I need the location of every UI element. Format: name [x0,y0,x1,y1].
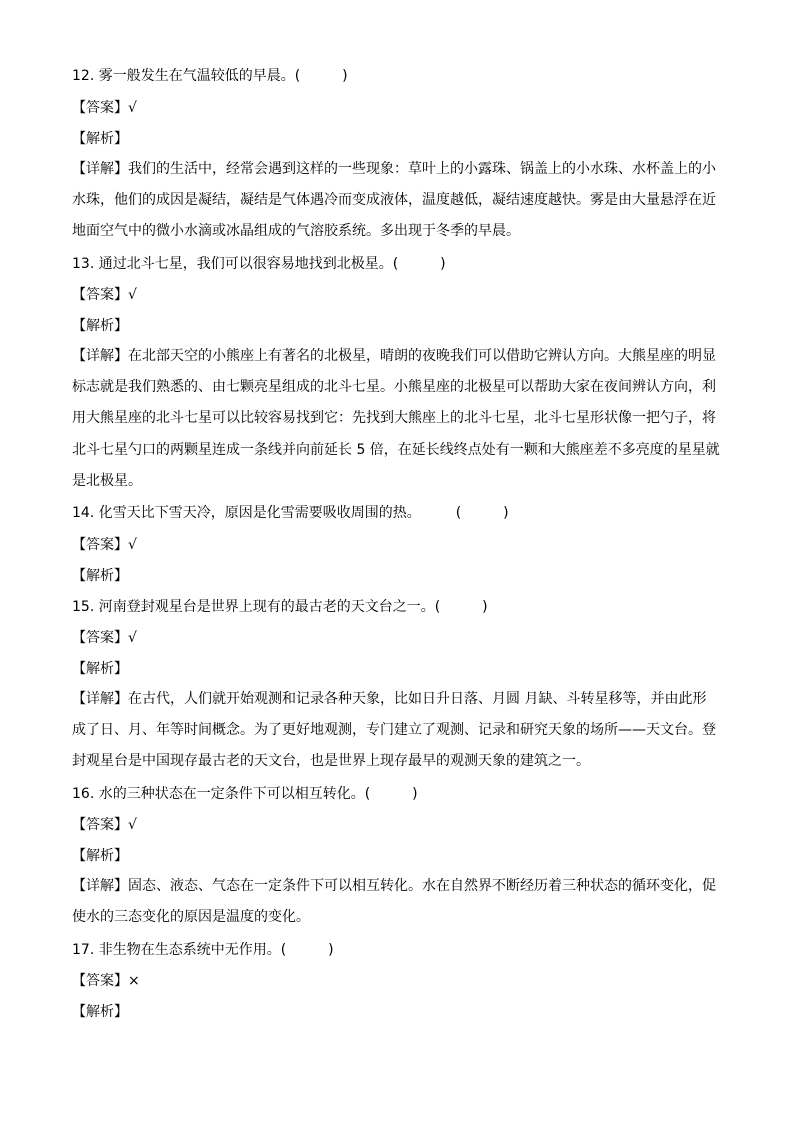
detail-line: 我们的生活中，经常会遇到这样的一些现象：草叶上的小露珠、锅盖上的小水珠、水杯盖上的小 [128,161,716,177]
question-17: 17. 非生物在生态系统中无作用。( ) [72,942,334,958]
detail-15 [72,684,724,778]
answer-16 [72,815,137,835]
detail-16 [72,871,724,933]
detail-label: 【详解】 [72,691,128,707]
question-16: 16. 水的三种状态在一定条件下可以相互转化。( ) [72,786,418,802]
answer-label: 【答案】 [72,287,128,303]
analysis-label-15: 【解析】 [72,661,128,677]
answer-15 [72,628,137,648]
question-12: 12. 雾一般发生在气温较低的早晨。( ) [72,68,348,84]
detail-line: 封观星台是中国现存最古老的天文台，也是世界上现存最早的观测天象的建筑之一。 [72,753,590,770]
detail-line: 地面空气中的微小水滴或冰晶组成的气溶胶系统。多出现于冬季的早晨。 [72,223,520,240]
detail-line: 固态、液态、气态在一定条件下可以相互转化。水在自然界不断经历着三种状态的循环变化，促 [128,878,716,894]
analysis-label-13: 【解析】 [72,318,128,334]
answer-label: 【答案】 [72,100,128,116]
detail-line: 使水的三态变化的原因是温度的变化。 [72,909,310,926]
detail-12 [72,154,724,248]
answer-label: 【答案】 [72,817,128,833]
analysis-label-16: 【解析】 [72,848,128,864]
detail-line: 在北部天空的小熊座上有著名的北极星，晴朗的夜晚我们可以借助它辨认方向。大熊星座的明显 [128,348,716,364]
detail-line: 是北极星。 [72,472,142,489]
answer-value: × [128,973,140,989]
detail-line: 水珠，他们的成因是凝结，凝结是气体遇冷而变成液体，温度越低，凝结速度越快。雾是由大量悬浮在近 [72,192,716,209]
detail-line: 成了日、月、年等时间概念。为了更好地观测，专门建立了观测、记录和研究天象的场所——天文台。登 [72,722,716,739]
answer-label: 【答案】 [72,537,128,553]
question-15: 15. 河南登封观星台是世界上现有的最古老的天文台之一。( ) [72,599,488,615]
detail-line: 标志就是我们熟悉的、由七颗亮星组成的北斗七星。小熊星座的北极星可以帮助大家在夜间辨认方向，利 [72,379,716,396]
answer-14 [72,535,137,555]
detail-label: 【详解】 [72,878,128,894]
detail-label: 【详解】 [72,348,128,364]
answer-value: √ [128,100,137,116]
detail-line: 用大熊星座的北斗七星可以比较容易找到它：先找到大熊座上的北斗七星，北斗七星形状像一把勺子，将 [72,410,716,427]
detail-13 [72,341,724,497]
question-14: 14. 化雪天比下雪天冷，原因是化雪需要吸收周围的热。 ( ) [72,505,509,521]
answer-label: 【答案】 [72,973,128,989]
answer-value: √ [128,537,137,553]
answer-13 [72,285,137,305]
answer-12 [72,98,137,118]
detail-label: 【详解】 [72,161,128,177]
answer-17 [72,971,140,991]
answer-label: 【答案】 [72,630,128,646]
detail-line: 北斗七星勺口的两颗星连成一条线并向前延长 5 倍，在延长线终点处有一颗和大熊座差不多亮度的星星就 [72,441,720,458]
answer-value: √ [128,817,137,833]
answer-value: √ [128,287,137,303]
analysis-label-17: 【解析】 [72,1004,128,1020]
question-13: 13. 通过北斗七星，我们可以很容易地找到北极星。( ) [72,256,446,272]
answer-value: √ [128,630,137,646]
detail-line: 在古代，人们就开始观测和记录各种天象，比如日升日落、月圆 月缺、斗转星移等，并由此形 [128,691,707,707]
analysis-label-14: 【解析】 [72,568,128,584]
analysis-label-12: 【解析】 [72,131,128,147]
